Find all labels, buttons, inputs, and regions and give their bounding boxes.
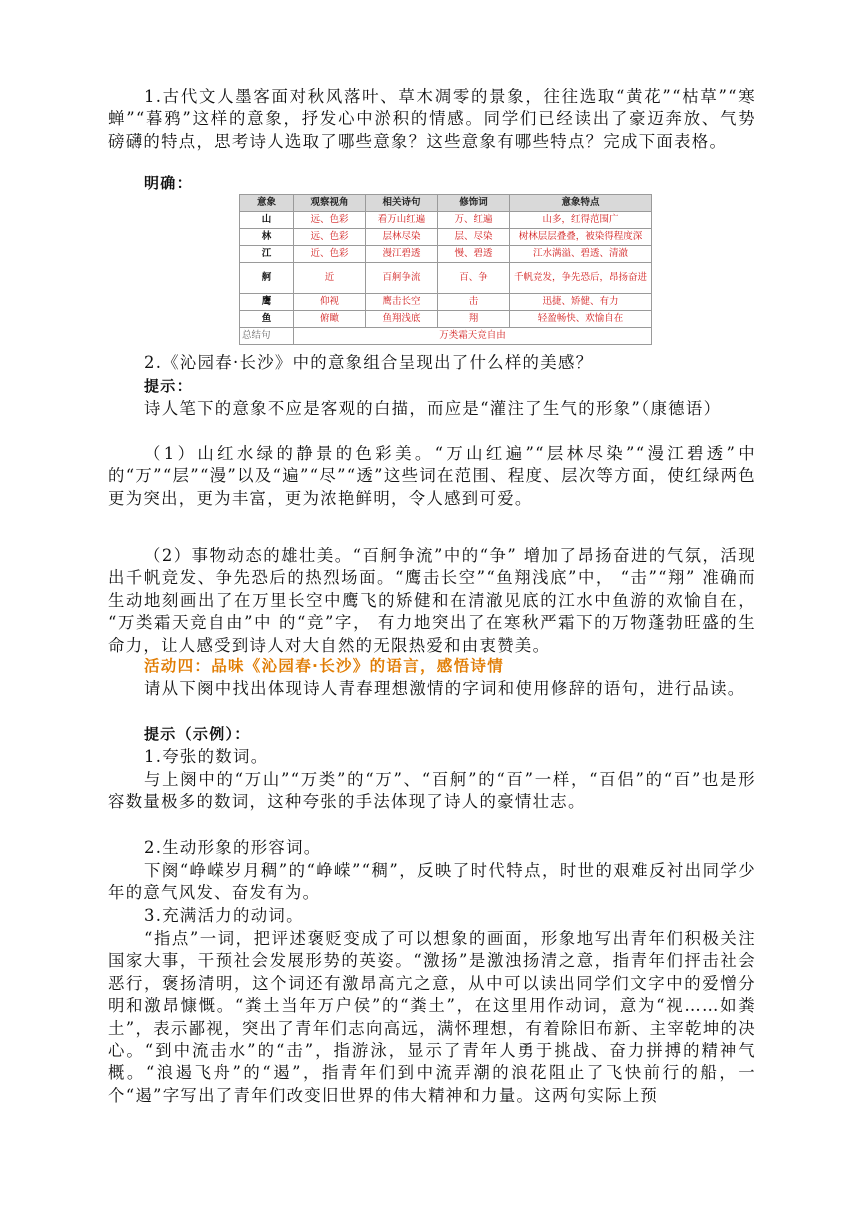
table-row xyxy=(240,212,652,229)
imagery-cell: 舸 xyxy=(240,263,294,294)
imagery-table-container xyxy=(239,194,651,345)
question-1-text: 1.古代文人墨客面对秋风落叶、草木凋零的景象，往往选取“黄花”“枯草”“寒蝉”“暮鸦”这样的意象，抒发心中淤积的情感。同学们已经读出了豪迈奔放、气势磅礴的特点，思考诗人选取了哪些意象？这些意象有哪些特点？完成下面表格。 xyxy=(108,87,756,151)
point-2-heading: 2.生动形象的形容词。 xyxy=(144,838,322,857)
imagery-cell: 江 xyxy=(240,246,294,263)
question-2-text: 2.《沁园春·长沙》中的意象组合呈现出了什么样的美感？ xyxy=(144,353,594,372)
summary-label-cell: 总结句 xyxy=(240,328,294,345)
table-row xyxy=(240,294,652,311)
table-row xyxy=(240,311,652,328)
modifier-cell: 万、红遍 xyxy=(438,212,510,229)
verse-cell: 鹰击长空 xyxy=(366,294,438,311)
table-header: 修饰词 xyxy=(438,195,510,212)
summary-text-cell: 万类霜天竞自由 xyxy=(294,328,652,345)
table-row xyxy=(240,263,652,294)
point-1-text: 与上阕中的“万山”“万类”的“万”、“百舸”的“百”一样，“百侣”的“百”也是形容数量极多的数词，这种夸张的手法体现了诗人的豪情壮志。 xyxy=(108,770,756,812)
point-2-text: 下阕“峥嵘岁月稠”的“峥嵘”“稠”，反映了时代特点，时世的艰难反衬出同学少年的意气风发、奋发有为。 xyxy=(108,861,756,903)
example-hint-label: 提示（示例）： xyxy=(144,725,251,743)
table-header: 观察视角 xyxy=(294,195,366,212)
verse-cell: 看万山红遍 xyxy=(366,212,438,229)
hint-paragraph-3: （2）事物动态的雄壮美。“百舸争流”中的“争” 增加了昂扬奋进的气氛，活现出千帆竞发、争先恐后的热烈场面。“鹰击长空”“鱼翔浅底”中， “击”“翔” 准确而生动地刻画出了在万里长空中鹰飞的矫健和在清澈见底的江水中鱼游的欢愉自在， “万类霜天竞自由”中 的“竞”字， 有力地突出了在寒秋严霜下的万物蓬勃旺盛的生命力，让人感受到诗人对大自然的无限热爱和由衷赞美。 xyxy=(108,546,756,655)
modifier-cell: 层、尽染 xyxy=(438,229,510,246)
table-header: 意象 xyxy=(240,195,294,212)
modifier-cell: 慢、碧透 xyxy=(438,246,510,263)
verse-cell: 鱼翔浅底 xyxy=(366,311,438,328)
feature-cell: 千帆竞发，争先恐后，昂扬奋进 xyxy=(510,263,652,294)
hint-label: 提示： xyxy=(144,377,193,395)
imagery-cell: 山 xyxy=(240,212,294,229)
table-header-row xyxy=(240,195,652,212)
perspective-cell: 远、色彩 xyxy=(294,212,366,229)
table-header: 相关诗句 xyxy=(366,195,438,212)
perspective-cell: 仰视 xyxy=(294,294,366,311)
point-3-heading: 3.充满活力的动词。 xyxy=(144,906,304,925)
perspective-cell: 近 xyxy=(294,263,366,294)
hint-paragraph-2: （1）山红水绿的静景的色彩美。“万山红遍”“层林尽染”“漫江碧透”中的“万”“层”“漫”以及“遍”“尽”“透”这些词在范围、程度、层次等方面，使红绿两色更为突出，更为丰富，更为浓艳鲜明，令人感到可爱。 xyxy=(108,444,756,508)
table-row xyxy=(240,229,652,246)
imagery-cell: 林 xyxy=(240,229,294,246)
modifier-cell: 翔 xyxy=(438,311,510,328)
perspective-cell: 近、色彩 xyxy=(294,246,366,263)
feature-cell: 轻盈畅快、欢愉自在 xyxy=(510,311,652,328)
modifier-cell: 百、争 xyxy=(438,263,510,294)
feature-cell: 迅捷、矫健、有力 xyxy=(510,294,652,311)
point-3-text: “指点”一词，把评述褒贬变成了可以想象的画面，形象地写出青年们积极关注国家大事，干预社会发展形势的英姿。“激扬”是激浊扬清之意，指青年们抨击社会恶行，褒扬清明，这个词还有激昂高亢之意，从中可以读出同学们文字中的爱憎分明和激昂慷慨。“粪土当年万户侯”的“粪土”，在这里用作动词，意为“视……如粪土”，表示鄙视，突出了青年们志向高远，满怀理想，有着除旧布新、主宰乾坤的决心。“到中流击水”的“击”，指游泳，显示了青年人勇于挑战、奋力拼搏的精神气概。“浪遏飞舟”的“遏”，指青年们到中流弄潮的浪花阻止了飞快前行的船，一个“遏”字写出了青年们改变旧世界的伟大精神和力量。这两句实际上预 xyxy=(108,929,756,1105)
feature-cell: 江水满溢、碧透、清澈 xyxy=(510,246,652,263)
imagery-cell: 鱼 xyxy=(240,311,294,328)
verse-cell: 层林尽染 xyxy=(366,229,438,246)
feature-cell: 树林层层叠叠，被染得程度深 xyxy=(510,229,652,246)
table-row xyxy=(240,246,652,263)
activity-4-prompt: 请从下阕中找出体现诗人青春理想激情的字词和使用修辞的语句，进行品读。 xyxy=(144,679,746,698)
activity-4-title: 活动四：品味《沁园春·长沙》的语言，感悟诗情 xyxy=(144,657,504,675)
feature-cell: 山多，红得范围广 xyxy=(510,212,652,229)
perspective-cell: 俯瞰 xyxy=(294,311,366,328)
imagery-cell: 鹰 xyxy=(240,294,294,311)
table-header: 意象特点 xyxy=(510,195,652,212)
table-summary-row xyxy=(240,328,652,345)
imagery-table xyxy=(239,194,652,345)
perspective-cell: 远、色彩 xyxy=(294,229,366,246)
modifier-cell: 击 xyxy=(438,294,510,311)
answer-label: 明确： xyxy=(144,174,193,192)
verse-cell: 百舸争流 xyxy=(366,263,438,294)
hint-paragraph-1: 诗人笔下的意象不应是客观的白描，而应是“灌注了生气的形象”（康德语） xyxy=(144,399,722,418)
point-1-heading: 1.夸张的数词。 xyxy=(144,747,269,766)
verse-cell: 漫江碧透 xyxy=(366,246,438,263)
